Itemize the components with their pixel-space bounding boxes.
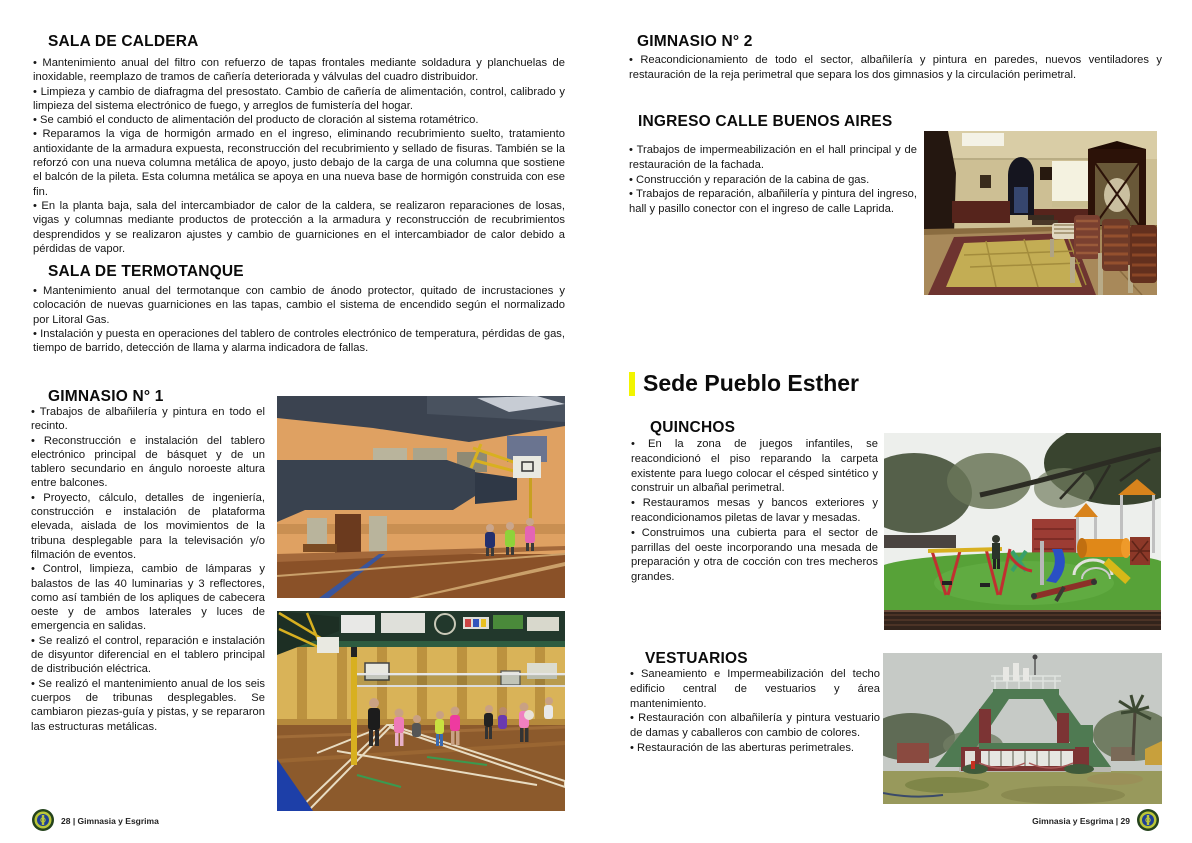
bullet-item: • Control, limpieza, cambio de lámparas y balastos de las 40 luminarias y 3 reflectores, como así también de los apliques de cabecera oeste y de ambos laterales y luces de emergencia en salidas. <box>31 563 265 633</box>
vestuarios-building-photo <box>883 653 1162 804</box>
bullet-item: • Restauramos mesas y bancos exteriores y reacondicionamos piletas de lavar y mesadas. <box>631 497 878 524</box>
section-title-vestuarios: VESTUARIOS <box>645 650 748 667</box>
gimnasio-1-text <box>31 405 265 734</box>
section-title-gimnasio-1: GIMNASIO N° 1 <box>48 388 164 405</box>
accent-bar <box>629 372 635 396</box>
ingreso-hall-photo <box>924 131 1157 295</box>
ingreso-text <box>629 143 917 217</box>
page-footer-right: Gimnasia y Esgrima | 29 <box>1032 816 1130 826</box>
bullet-item: • Trabajos de albañilería y pintura en todo el recinto. <box>31 406 265 433</box>
bullet-item: • Mantenimiento anual del termotanque con cambio de ánodo protector, quitado de incrustaciones y colocación de nuevas guarniciones en las tapas, cambio el sistema de encendido según el normalizado por Litoral Gas. <box>33 285 565 326</box>
gimnasio-2-text <box>629 53 1162 83</box>
bullet-item: • En la zona de juegos infantiles, se reacondicionó el piso reparando la carpeta existente para luego colocar el césped sintético y construir un albañal perimetral. <box>631 438 878 495</box>
gimnasio-1-interior-photo <box>277 396 565 598</box>
club-logo-icon <box>1136 808 1160 832</box>
bullet-item: • Restauración de las aberturas perimetrales. <box>630 741 855 754</box>
bullet-item: • Proyecto, cálculo, detalles de ingeniería, construcción e instalación de plataforma elevada, aislada de los movimientos de la tribuna desplegable para la televisación y/o filmación de eventos. <box>31 491 265 561</box>
bullet-item: • Se realizó el control, reparación e instalación de disyuntor diferencial en el tablero principal de distribución eléctrica. <box>31 634 265 676</box>
bullet-item: • En la planta baja, sala del intercambiador de calor de la caldera, se realizaron reparaciones de losas, vigas y columnas mediante productos de protección a la armadura y reconstrucción de recubrimientos desprendidos y se realizaron ajustes y cambio de guarniciones en el intercambiador de calor debido a pérdidas de vapor. <box>33 199 565 255</box>
bullet-item: • Trabajos de impermeabilización en el hall principal y de restauración de la fachada. <box>629 144 917 171</box>
quinchos-playground-photo <box>884 433 1161 630</box>
quinchos-text <box>631 437 878 585</box>
bullet-item: • Construcción y reparación de la cabina de gas. <box>629 173 870 186</box>
club-logo-icon <box>31 808 55 832</box>
bullet-item: • Saneamiento e Impermeabilización del techo edificio central de vestuarios y área mantenimiento. <box>630 668 880 710</box>
bullet-item: • Reacondicionamiento de todo el sector, albañilería y pintura en paredes, nuevos ventiladores y restauración de la reja perimetral que separa los dos gimnasios y la circulación perimetral. <box>629 54 1162 81</box>
section-title-sala-caldera: SALA DE CALDERA <box>48 33 199 50</box>
gimnasio-1-volleyball-photo <box>277 611 565 811</box>
bullet-item: • Trabajos de reparación, albañilería y pintura del ingreso, hall y pasillo conector con el ingreso de calle Laprida. <box>629 188 917 216</box>
sala-caldera-text <box>33 56 565 256</box>
bullet-item: • Mantenimiento anual del filtro con refuerzo de tapas frontales mediante soldadura y planchuelas de inoxidable, reemplazo de tramos de cañería deteriorada y válvulas del cuadro distribuidor. <box>33 57 565 84</box>
bullet-item: • Restauración con albañilería y pintura vestuario de damas y caballeros con cambio de colores. <box>630 712 880 740</box>
bullet-item: • Se cambió el conducto de alimentación del producto de cloración al sistema rotamétrico. <box>33 114 479 127</box>
section-title-ingreso: INGRESO CALLE BUENOS AIRES <box>638 113 893 130</box>
bullet-item: • Instalación y puesta en operaciones del tablero de controles electrónico de temperatura, pérdidas de gas, tiempo de barrido, detección de llama y alarma indicadora de fallas. <box>33 327 565 355</box>
sala-termotanque-text <box>33 284 565 355</box>
section-title-sala-termotanque: SALA DE TERMOTANQUE <box>48 263 244 280</box>
section-title-quinchos: QUINCHOS <box>650 419 736 436</box>
bullet-item: • Se realizó el mantenimiento anual de los seis cuerpos de tribunas desplegables. Se cambiaron piezas-guía y pistas, y se repararon las estructuras metálicas. <box>31 677 265 733</box>
page-footer-left: 28 | Gimnasia y Esgrima <box>61 816 159 826</box>
bullet-item: • Construimos una cubierta para el sector de parrillas del oeste incorporando una mesada de preparación y otra de cocción con tres mecheros grandes. <box>631 526 878 584</box>
vestuarios-text <box>630 667 880 756</box>
bullet-item: • Limpieza y cambio de diafragma del presostato. Cambio de cañería de alimentación, control, calibrado y limpieza del sistema electrónico de fuego, y arreglos de fumistería del hogar. <box>33 85 565 112</box>
bullet-item: • Reparamos la viga de hormigón armado en el ingreso, eliminando recubrimiento suelto, tratamiento antioxidante de la armadura expuesta, reconstrucción del recubrimiento y sellado de fisuras. También se la reforzó con una nueva columna metálica de apoyo, justo debajo de la carga de una columna que sostiene el balcón de la pileta. Esta columna metálica se apoya en una nueva base de hormigón construida con ese fin. <box>33 128 565 198</box>
bullet-item: • Reconstrucción e instalación del tablero electrónico principal de básquet y de un tablero secundario en ángulo noroeste altura entre balcones. <box>31 434 265 490</box>
sede-pueblo-esther-title: Sede Pueblo Esther <box>643 370 860 396</box>
section-title-gimnasio-2: GIMNASIO N° 2 <box>637 33 753 50</box>
